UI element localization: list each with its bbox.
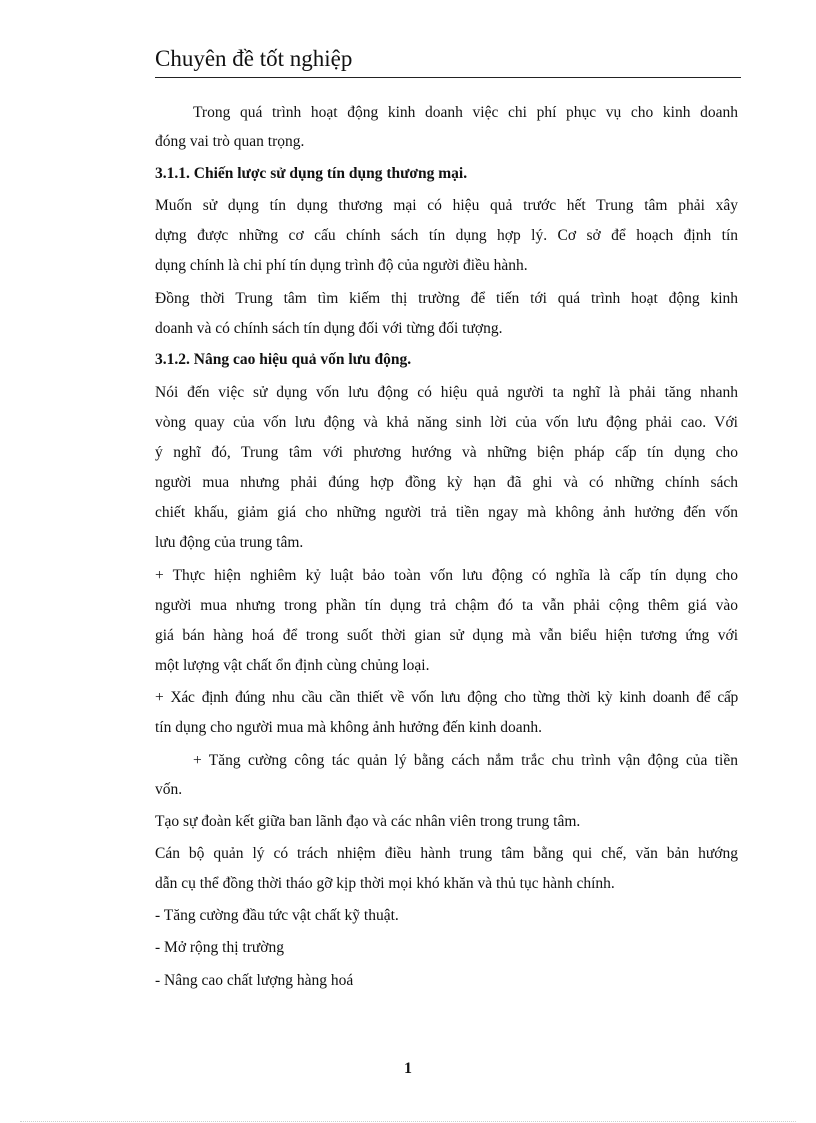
paragraph-line: Đồng thời Trung tâm tìm kiếm thị trường để tiến tới quá trình hoạt động kinh — [155, 290, 738, 307]
list-item: - Tăng cường đầu tức vật chất kỹ thuật. — [155, 907, 399, 924]
paragraph-line: Cán bộ quản lý có trách nhiệm điều hành trung tâm bằng qui chế, văn bản hướng — [155, 845, 738, 862]
section-heading-3-1-2: 3.1.2. Nâng cao hiệu quả vốn lưu động. — [155, 351, 412, 368]
paragraph-line: một lượng vật chất ổn định cùng chủng loại. — [155, 657, 430, 674]
paragraph-line: tín dụng cho người mua mà không ảnh hưởng đến kinh doanh. — [155, 719, 543, 736]
paragraph-line: Nói đến việc sử dụng vốn lưu động có hiệu quả người ta nghĩ là phải tăng nhanh — [155, 384, 738, 401]
paragraph-intro-line: đóng vai trò quan trọng. — [155, 133, 305, 150]
paragraph-line: người mua nhưng phải đúng hợp đồng kỳ hạn đã ghi và có những chính sách — [155, 474, 738, 491]
paragraph-line: ý nghĩ đó, Trung tâm với phương hướng và những biện pháp cấp tín dụng cho — [155, 444, 738, 461]
paragraph-line: dựng được những cơ cấu chính sách tín dụng hợp lý. Cơ sở để hoạch định tín — [155, 227, 738, 244]
paragraph-intro-line: Trong quá trình hoạt động kinh doanh việc chi phí phục vụ cho kinh doanh — [193, 104, 738, 121]
header-rule — [155, 77, 741, 78]
section-heading-3-1-1: 3.1.1. Chiến lược sử dụng tín dụng thương mại. — [155, 165, 468, 182]
page-bottom-edge — [20, 1121, 796, 1122]
paragraph-line: vốn. — [155, 781, 183, 798]
paragraph-line: + Xác định đúng nhu cầu cần thiết về vốn lưu động cho từng thời kỳ kinh doanh để cấp — [155, 689, 738, 706]
page-number: 1 — [404, 1060, 412, 1077]
paragraph-line: Muốn sử dụng tín dụng thương mại có hiệu quả trước hết Trung tâm phải xây — [155, 197, 738, 214]
list-item: - Nâng cao chất lượng hàng hoá — [155, 972, 354, 989]
paragraph-line: doanh và có chính sách tín dụng đối với từng đối tượng. — [155, 320, 503, 337]
paragraph-line: Tạo sự đoàn kết giữa ban lãnh đạo và các nhân viên trong trung tâm. — [155, 813, 581, 830]
paragraph-line: lưu động của trung tâm. — [155, 534, 304, 551]
paragraph-line: giá bán hàng hoá để trong suốt thời gian sử dụng mà vẫn biểu hiện tương ứng với — [155, 627, 738, 644]
page-header-title: Chuyên đề tốt nghiệp — [155, 46, 353, 71]
paragraph-line: dẫn cụ thể đồng thời tháo gỡ kịp thời mọi khó khăn và thủ tục hành chính. — [155, 875, 615, 892]
paragraph-line: dụng chính là chi phí tín dụng trình độ của người điều hành. — [155, 257, 528, 274]
paragraph-line: người mua nhưng trong phần tín dụng trả chậm đó ta vẫn phải cộng thêm giá vào — [155, 597, 738, 614]
paragraph-line: + Tăng cường công tác quản lý bằng cách nắm trắc chu trình vận động của tiền — [193, 752, 738, 769]
paragraph-line: vòng quay của vốn lưu động và khả năng sinh lời của vốn lưu động phải cao. Với — [155, 414, 738, 431]
paragraph-line: + Thực hiện nghiêm kỷ luật bảo toàn vốn lưu động có nghĩa là cấp tín dụng cho — [155, 567, 738, 584]
paragraph-line: chiết khấu, giảm giá cho những người trả tiền ngay mà không ảnh hưởng đến vốn — [155, 504, 738, 521]
list-item: - Mở rộng thị trường — [155, 939, 284, 956]
